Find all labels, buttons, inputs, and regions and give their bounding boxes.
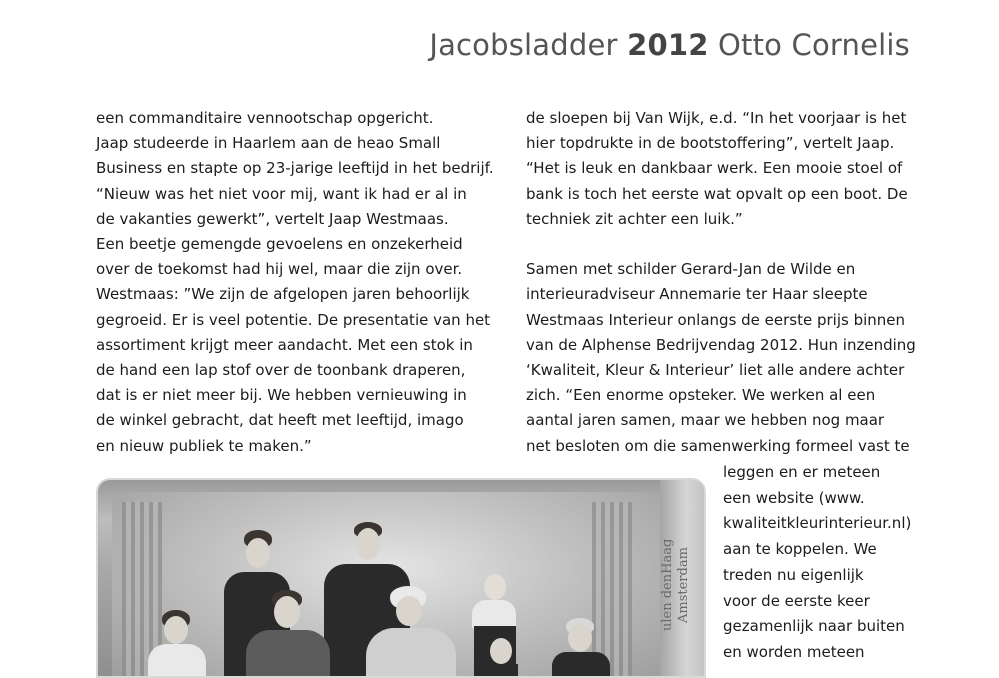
text-line: leggen en er meteen [723, 463, 881, 481]
figure-body [484, 664, 518, 678]
figure-body [148, 644, 206, 678]
text-line: interieuradviseur Annemarie ter Haar sleepte [526, 285, 868, 304]
figure-body [246, 630, 330, 678]
text-line: voor de eerste keer [723, 591, 870, 610]
text-line: dat is er niet meer bij. We hebben vernieuwing in [96, 386, 467, 405]
text-line: ‘Kwaliteit, Kleur & Interieur’ liet alle andere achter [526, 361, 905, 380]
text-line: de winkel gebracht, dat heeft met leeftijd, imago [96, 411, 464, 430]
right-text-column [526, 106, 916, 459]
text-line: een website (www. [723, 488, 865, 507]
text-line: Westmaas: ”We zijn de afgelopen jaren behoorlijk [96, 285, 470, 304]
figure-head [164, 616, 188, 644]
page-header [429, 28, 910, 62]
text-line: aantal jaren samen, maar we hebben nog maar [526, 411, 885, 430]
header-year: 2012 [627, 28, 709, 62]
figure-body [552, 652, 610, 678]
text-line: de vakanties gewerkt”, vertelt Jaap Westmaas. [96, 209, 449, 228]
text-line: treden nu eigenlijk [723, 565, 864, 584]
family-photo [96, 478, 706, 678]
text-line: hier topdrukte in de bootstoffering”, vertelt Jaap. [526, 134, 895, 153]
text-line: gezamenlijk naar buiten [723, 617, 905, 636]
figure-head [490, 638, 512, 664]
text-line: de sloepen bij Van Wijk, e.d. “In het voorjaar is het [526, 109, 907, 127]
text-line: zich. “Een enorme opsteker. We werken al een [526, 386, 876, 405]
text-line: assortiment krijgt meer aandacht. Met een stok in [96, 335, 473, 354]
text-line: de hand een lap stof over de toonbank draperen, [96, 361, 466, 380]
text-line: een commanditaire vennootschap opgericht. [96, 109, 434, 127]
left-text-column [96, 106, 494, 459]
text-line: over de toekomst had hij wel, maar die zijn over. [96, 260, 463, 279]
header-title: Jacobsladder [429, 28, 618, 62]
photo-backdrop [112, 492, 667, 678]
text-line: en worden meteen [723, 642, 865, 661]
text-line: en nieuw publiek te maken.” [96, 436, 312, 455]
photo-wrap-text-column [723, 460, 923, 666]
figure-head [356, 528, 380, 560]
stamp-line: Amsterdam [676, 547, 691, 623]
text-line: bank is toch het eerste wat opvalt op een boot. De [526, 184, 908, 203]
header-author: Otto Cornelis [718, 28, 910, 62]
text-line: techniek zit achter een luik.” [526, 209, 743, 228]
text-line: net besloten om die samenwerking formeel vast te [526, 436, 910, 455]
text-line: Samen met schilder Gerard-Jan de Wilde en [526, 260, 856, 279]
text-line: Jaap studeerde in Haarlem aan de heao Small [96, 134, 441, 153]
text-line: “Het is leuk en dankbaar werk. Een mooie stoel of [526, 159, 903, 178]
figure-head [484, 574, 506, 600]
text-line: Business en stapte op 23-jarige leeftijd in het bedrijf. [96, 159, 494, 178]
stamp-line: ulen denHaag [660, 538, 675, 632]
text-line: van de Alphense Bedrijvendag 2012. Hun inzending [526, 335, 916, 354]
photographer-stamp [660, 510, 700, 660]
text-line: gegroeid. Er is veel potentie. De presentatie van het [96, 310, 491, 329]
figure-head [274, 596, 300, 628]
text-line: aan te koppelen. We [723, 540, 877, 559]
figure-body [366, 628, 456, 678]
text-line: kwaliteitkleurinterieur.nl) [723, 514, 912, 533]
paragraph-gap [526, 232, 916, 257]
text-line: “Nieuw was het niet voor mij, want ik had er al in [96, 184, 467, 203]
figure-head [568, 624, 592, 652]
text-line: Westmaas Interieur onlangs de eerste prijs binnen [526, 310, 906, 329]
text-line: Een beetje gemengde gevoelens en onzekerheid [96, 235, 463, 254]
figure-head [246, 538, 270, 568]
figure-head [396, 596, 422, 626]
